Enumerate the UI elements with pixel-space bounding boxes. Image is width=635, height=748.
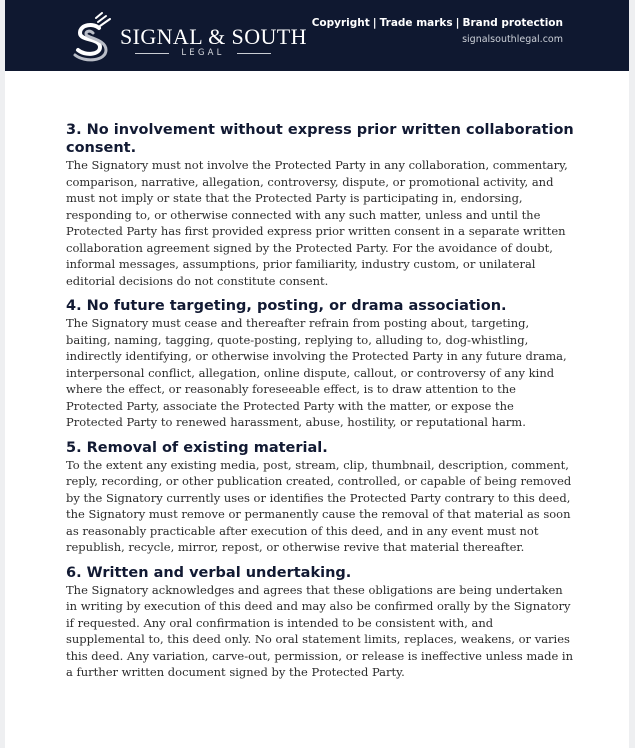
clause-5 (66, 439, 574, 556)
clause-body: To the extent any existing media, post, stream, clip, thumbnail, description, comment, reply, recording, or other publication created, controlled, or capable of being removed by the Signatory currently uses or identifies the Protected Party contrary to this deed, the Signatory must remove or permanently cause the removal of that material as soon as reasonably practicable after execution of this deed, and in any event must not republish, recycle, mirror, repost, or otherwise revive that material thereafter. (66, 457, 572, 554)
clause-heading: 4. No future targeting, posting, or drama association. (66, 298, 507, 314)
brand-divider-right (237, 53, 271, 54)
signal-south-logo-icon (69, 12, 115, 64)
practice-trade-marks: Trade marks (379, 17, 453, 29)
clause-heading: 3. No involvement without express prior written collaboration consent. (66, 122, 574, 156)
header-practice-areas (312, 16, 563, 30)
nav-separator: | (455, 17, 460, 29)
document-page (5, 0, 629, 748)
clause-body: The Signatory must cease and thereafter refrain from posting about, targeting, baiting, naming, tagging, quote-posting, replying to, alluding to, dog-whistling, indirectly identifying, or otherwise involving the Protected Party in any future drama, interpersonal conflict, allegation, online dispute, callout, or controversy of any kind where the effect, or reasonably foreseeable effect, is to draw attention to the Protected Party, associate the Protected Party with the matter, or expose the Protected Party to renewed harassment, abuse, hostility, or reputational harm. (66, 316, 567, 429)
letterhead (5, 0, 629, 71)
clause-heading: 6. Written and verbal undertaking. (66, 564, 352, 581)
clause-body: The Signatory acknowledges and agrees that these obligations are being undertaken in writing by execution of this deed and may also be confirmed orally by the Signatory if requested. Any oral confirmation is intended to be consistent with, and supplemental to, this deed only. No oral statement limits, replaces, weakens, or varies this deed. Any variation, carve-out, permission, or release is ineffective unless made in a further written document signed by the Protected Party. (66, 582, 574, 679)
clause-3 (66, 121, 574, 289)
practice-copyright: Copyright (311, 17, 370, 29)
clause-6 (66, 564, 574, 681)
website-url: signalsouthlegal.com (462, 34, 563, 45)
clause-heading: 5. Removal of existing material. (66, 439, 328, 456)
practice-brand-protection: Brand protection (462, 17, 563, 29)
clause-body: The Signatory must not involve the Protected Party in any collaboration, commentary, comparison, narrative, allegation, controversy, dispute, or promotional activity, and must not imply or state that the Protected Party is participating in, endorsing, responding to, or otherwise connected with any such matter, unless and until the Protected Party has first provided express prior written consent in a separate written collaboration agreement signed by the Protected Party. For the avoidance of doubt, informal messages, assumptions, prior familiarity, industry custom, or unilateral editorial decisions do not constitute consent. (66, 158, 568, 288)
clause-4 (66, 297, 574, 431)
nav-separator: | (372, 17, 377, 29)
brand-subtitle: LEGAL (181, 48, 225, 58)
brand-divider-left (135, 53, 169, 54)
brand-name: SIGNAL & SOUTH (120, 24, 307, 49)
deed-clauses (66, 121, 574, 681)
